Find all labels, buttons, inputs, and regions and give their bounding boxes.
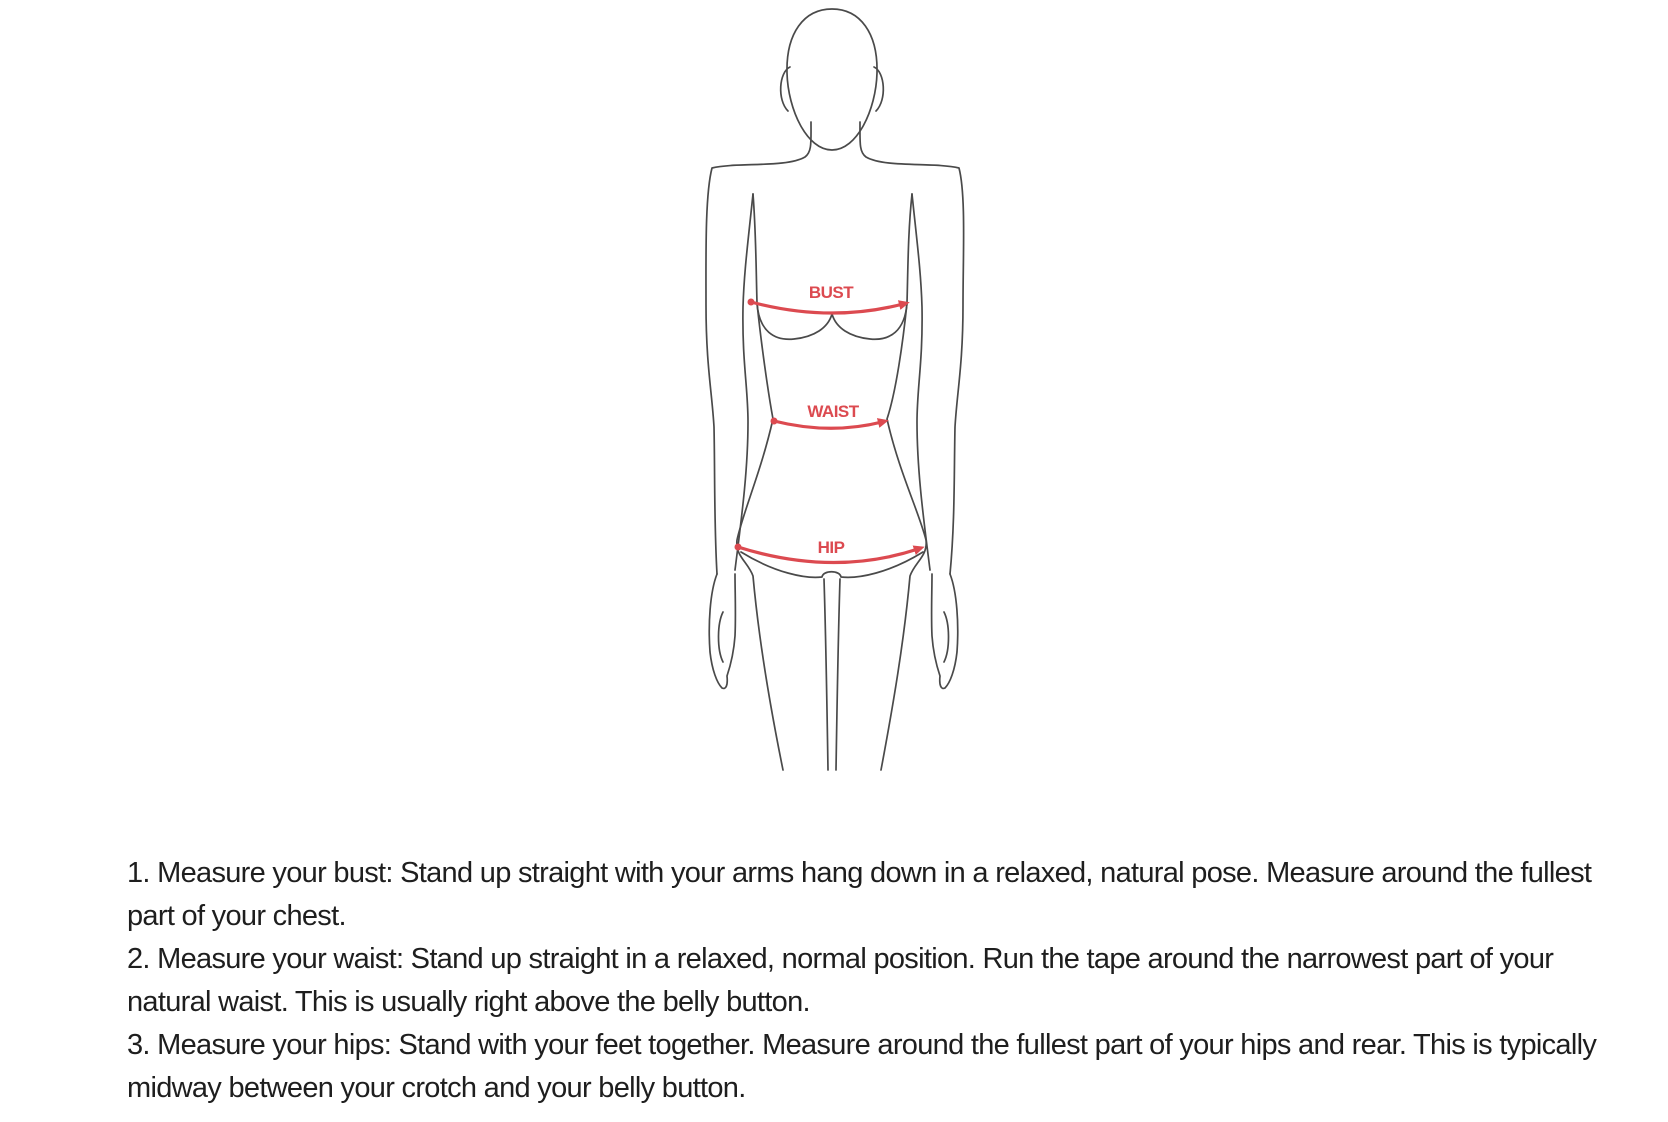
waist-arrow bbox=[774, 421, 882, 428]
figure-outline bbox=[706, 9, 964, 770]
head-outline bbox=[787, 9, 877, 150]
left-inner-thigh bbox=[824, 579, 828, 770]
bust-arrow-dot bbox=[748, 299, 755, 306]
right-hand bbox=[932, 574, 958, 688]
left-neck-shoulder-arm bbox=[706, 122, 811, 574]
right-inner-arm bbox=[912, 194, 930, 570]
measurement-instructions bbox=[127, 852, 1596, 1110]
waist-label: WAIST bbox=[807, 402, 859, 421]
hip-label: HIP bbox=[817, 538, 845, 557]
left-bust-curve bbox=[757, 303, 832, 339]
instruction-step-1-line-2: part of your chest. bbox=[127, 900, 346, 932]
waist-arrow-dot bbox=[771, 418, 778, 425]
instruction-step-1-line-1: 1. Measure your bust: Stand up straight with your arms hang down in a relaxed, natural pose. Measure around the fullest bbox=[127, 857, 1592, 889]
left-thumb bbox=[719, 612, 724, 662]
right-inner-thigh bbox=[836, 579, 840, 770]
right-thumb bbox=[944, 612, 949, 662]
instruction-step-3-line-2: midway between your crotch and your belly button. bbox=[127, 1072, 746, 1104]
bust-arrow bbox=[751, 302, 903, 313]
right-bust-curve bbox=[832, 303, 907, 339]
instruction-step-3-line-1: 3. Measure your hips: Stand with your feet together. Measure around the fullest part of your hips and rear. This is typically bbox=[127, 1029, 1597, 1061]
bust-label: BUST bbox=[808, 283, 854, 302]
body-measurement-diagram bbox=[690, 0, 980, 780]
instruction-step-2-line-2: natural waist. This is usually right above the belly button. bbox=[127, 986, 810, 1018]
instruction-step-2-line-1: 2. Measure your waist: Stand up straight in a relaxed, normal position. Run the tape around the narrowest part of your bbox=[127, 943, 1554, 975]
left-hand bbox=[709, 574, 735, 688]
figure-svg bbox=[690, 0, 980, 780]
right-neck-shoulder-arm bbox=[860, 122, 964, 574]
hip-arrow-dot bbox=[735, 544, 742, 551]
